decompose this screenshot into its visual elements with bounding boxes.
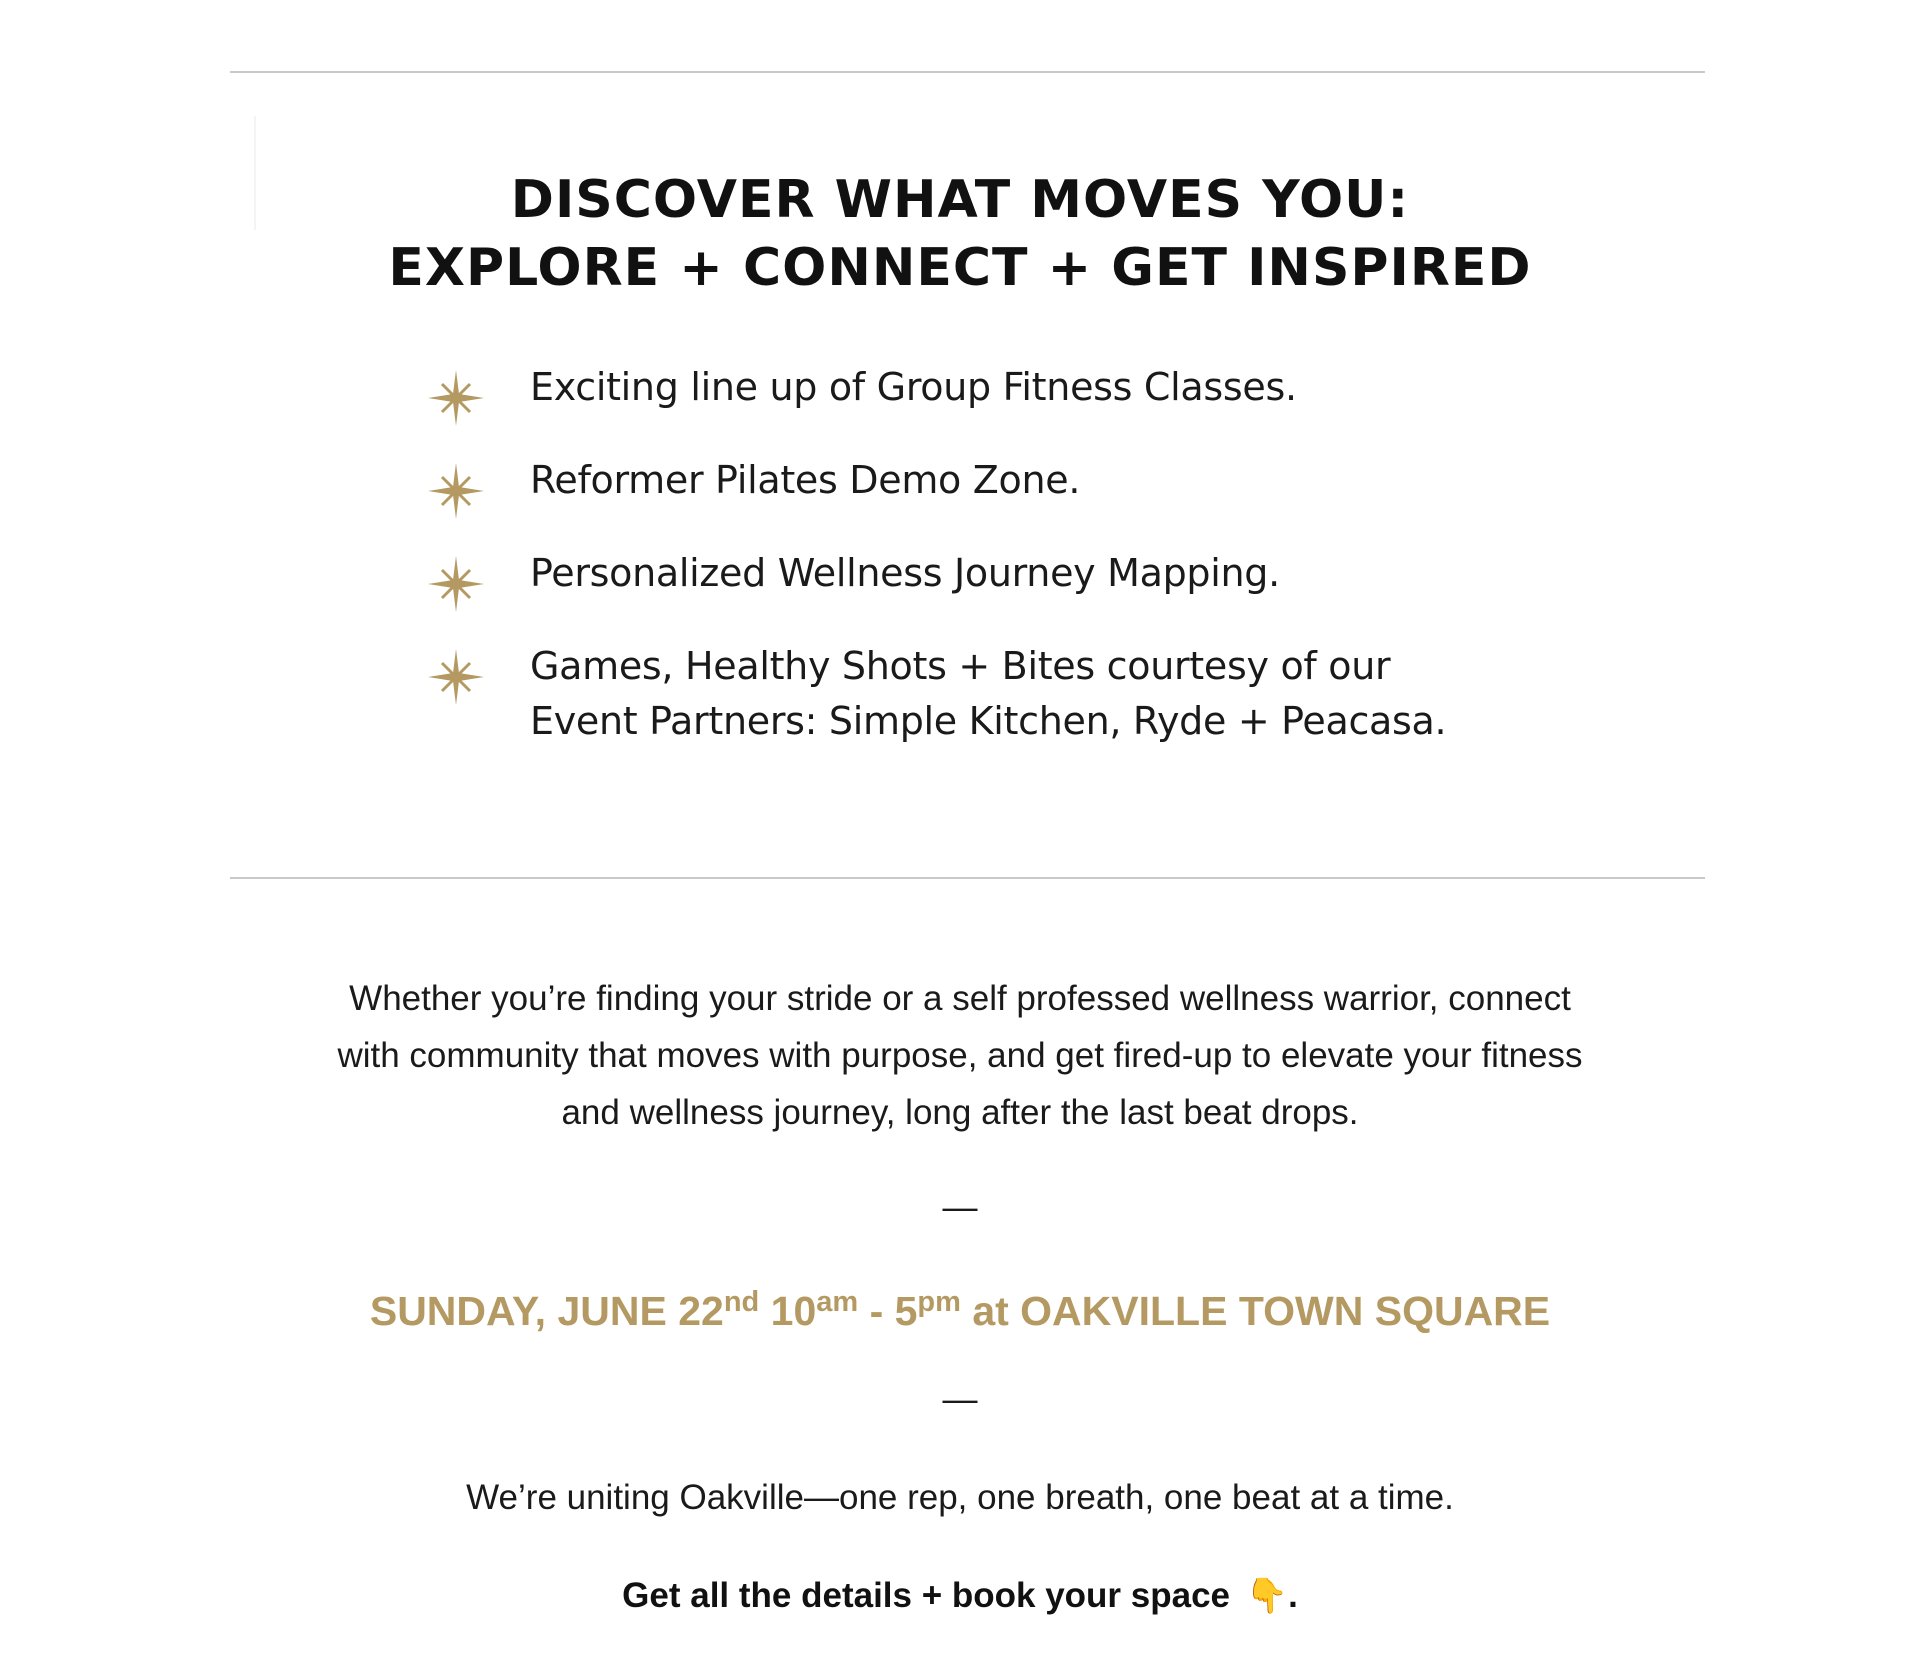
middle-divider [230,877,1705,879]
sparkle-star-icon [428,463,484,519]
event-start: 10 [759,1288,817,1334]
feature-text: Personalized Wellness Journey Mapping. [530,551,1280,595]
sparkle-star-icon [428,556,484,612]
feature-text-continued: Event Partners: Simple Kitchen, Ryde + Peacasa. [530,699,1447,743]
event-end-suffix: pm [917,1286,961,1318]
top-divider [230,71,1705,73]
sparkle-star-icon [428,370,484,426]
sparkle-star-icon [428,649,484,705]
feature-text: Exciting line up of Group Fitness Classes. [530,365,1297,409]
intro-paragraph [260,970,1660,1141]
feature-text: Games, Healthy Shots + Bites courtesy of our [530,644,1391,688]
pointing-down-hand-icon: 👇 [1245,1577,1289,1615]
intro-line-1: Whether you’re finding your stride or a self professed wellness warrior, connect [349,979,1571,1018]
intro-line-2: with community that moves with purpose, and get fired-up to elevate your fitness [337,1036,1583,1075]
feature-item [425,546,1625,601]
tagline: We’re uniting Oakville—one rep, one breath, one beat at a time. [466,1478,1454,1517]
event-location: at OAKVILLE TOWN SQUARE [960,1288,1551,1334]
event-date-location [0,1288,1920,1335]
dash-divider-1: — [942,1188,978,1227]
event-start-suffix: am [816,1286,859,1318]
cta-label: Get all the details + book your space [622,1576,1231,1615]
feature-list [425,360,1625,787]
feature-item [425,453,1625,508]
event-end: - 5 [858,1288,918,1334]
feature-text: Reformer Pilates Demo Zone. [530,458,1081,502]
headline-line-1: DISCOVER WHAT MOVES YOU: [510,170,1410,230]
cta-period: . [1288,1576,1298,1615]
feature-item [425,360,1625,415]
feature-item [425,639,1625,749]
dash-divider-2: — [942,1380,978,1419]
intro-line-3: and wellness journey, long after the last beat drops. [561,1093,1359,1132]
event-day-suffix: nd [723,1286,760,1318]
event-day: SUNDAY, JUNE 22 [369,1288,724,1334]
headline-line-2: EXPLORE + CONNECT + GET INSPIRED [388,238,1532,298]
cta-text [0,1576,1920,1616]
